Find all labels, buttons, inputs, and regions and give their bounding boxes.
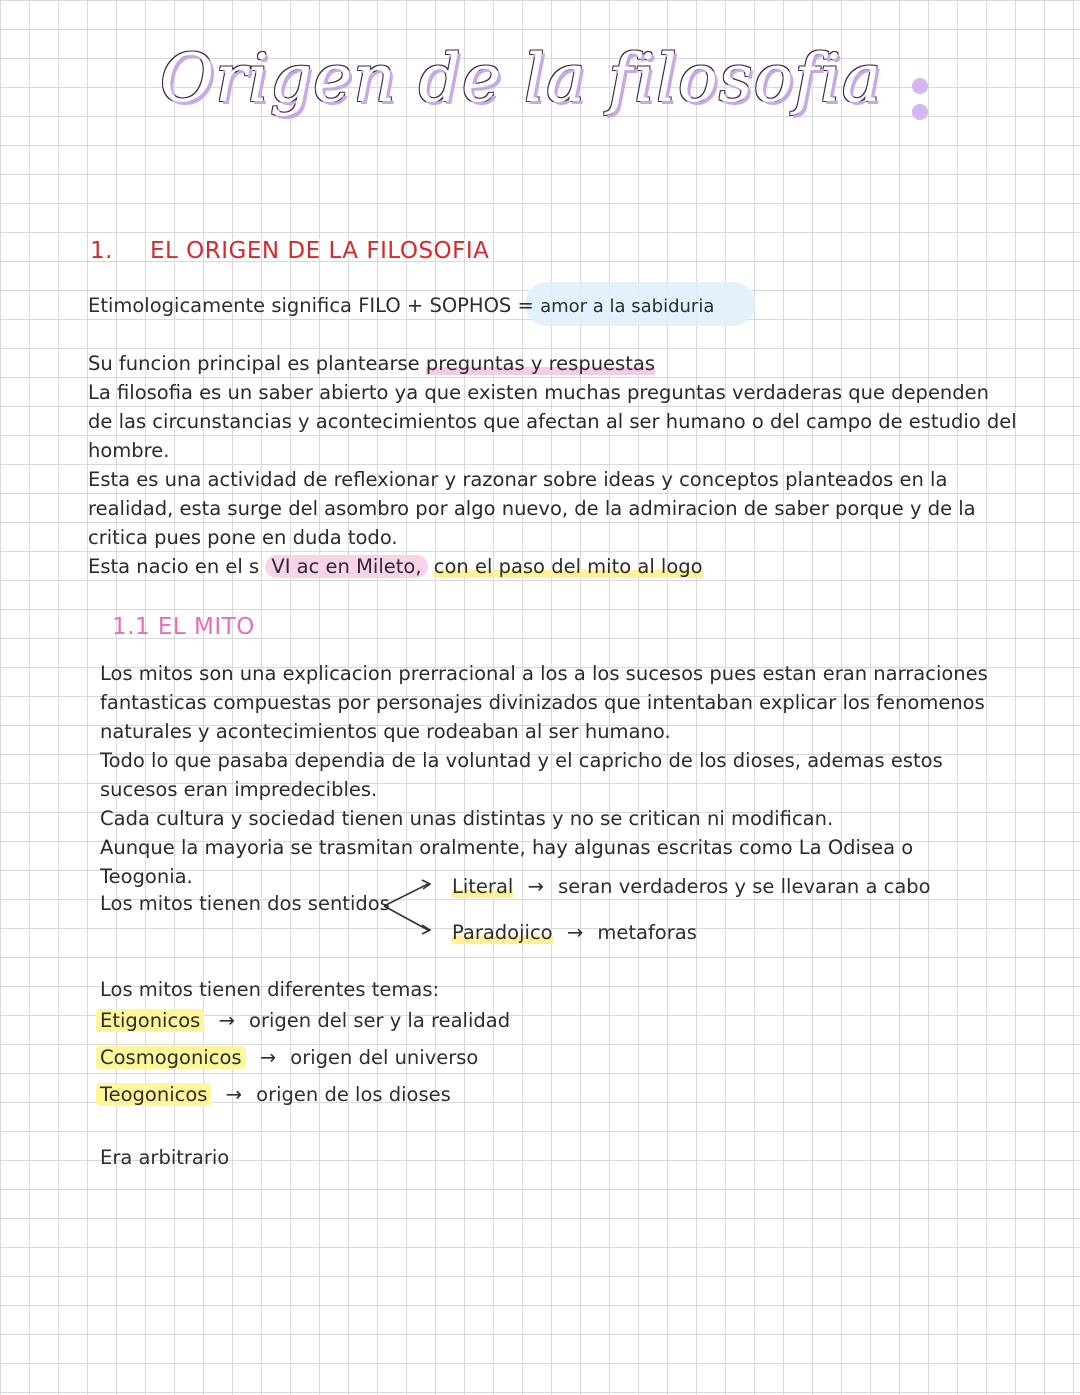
theme-name: Cosmogonicos — [96, 1046, 246, 1069]
sense-paradojico — [452, 918, 697, 947]
theme-name: Teogonicos — [96, 1083, 211, 1106]
body-text: Su funcion principal es plantearse — [88, 352, 420, 375]
arrow-icon: → — [566, 921, 584, 944]
senses-label: Los mitos tienen dos sentidos — [100, 892, 390, 915]
body-paragraph: La filosofia es un saber abierto ya que existen muchas preguntas verdaderas que dependen de las circunstancias y acontecimientos que afectan al ser humano o del campo de estudio del hombre. — [88, 381, 1017, 462]
body-paragraph: Aunque la mayoria se trasmitan oralmente, hay algunas escritas como La Odisea o Teogonia. — [100, 836, 914, 888]
body-paragraph: Esta es una actividad de reflexionar y razonar sobre ideas y conceptos planteados en la realidad, esta surge del asombro por algo nuevo, de la admiracion de saber porque y de la critica pues pone en duda todo. — [88, 468, 976, 549]
body-paragraph: Cada cultura y sociedad tienen unas distintas y no se critican ni modifican. — [100, 807, 834, 830]
closing-note: Era arbitrario — [100, 1146, 230, 1169]
etymology-line — [88, 291, 714, 321]
arrow-icon: → — [259, 1046, 277, 1069]
title-decoration — [912, 78, 934, 126]
section-number: 1. — [90, 238, 113, 264]
page-title: Origen de la filosofia — [160, 40, 883, 117]
theme-desc: origen del universo — [290, 1046, 479, 1069]
body-paragraph: Los mitos son una explicacion prerracional a los a los sucesos pues estan eran narraciones fantasticas compuestas por personajes divinizados que intentaban explicar los fenomenos naturales y acontecimientos que rodeaban al ser humano. — [100, 662, 988, 743]
body-line — [88, 552, 1018, 581]
arrow-icon: → — [527, 875, 544, 898]
section1-body — [88, 349, 1018, 581]
subsection-heading: 1.1 EL MITO — [112, 614, 255, 640]
body-line — [88, 349, 1018, 378]
highlight-text: VI ac en Mileto, — [265, 555, 427, 578]
theme-item — [96, 1043, 478, 1072]
theme-item — [96, 1006, 510, 1035]
section11-body — [100, 659, 1000, 891]
body-paragraph: Todo lo que pasaba dependia de la voluntad y el capricho de los dioses, ademas estos sucesos eran impredecibles. — [100, 749, 943, 801]
theme-item — [96, 1080, 451, 1109]
arrow-icon: → — [218, 1009, 235, 1032]
sense-name: Paradojico — [452, 921, 553, 944]
branch-arrows — [380, 872, 440, 942]
body-text: Esta nacio en el s — [88, 555, 260, 578]
sense-literal — [452, 872, 931, 901]
theme-desc: origen de los dioses — [256, 1083, 451, 1106]
sense-name: Literal — [452, 875, 514, 898]
sense-desc: metaforas — [597, 921, 697, 944]
theme-desc: origen del ser y la realidad — [249, 1009, 511, 1032]
etymology-formula: FILO + SOPHOS = — [358, 294, 534, 317]
etymology-meaning: amor a la sabiduria — [540, 296, 715, 317]
themes-label: Los mitos tienen diferentes temas: — [100, 978, 440, 1001]
highlight-text: preguntas y respuestas — [425, 352, 655, 375]
arrow-icon: → — [225, 1083, 242, 1106]
sense-desc: seran verdaderos y se llevaran a cabo — [558, 875, 931, 898]
section-heading: EL ORIGEN DE LA FILOSOFIA — [150, 238, 490, 264]
highlight-text: con el paso del mito al logo — [433, 555, 703, 578]
etymology-prefix: Etimologicamente significa — [88, 294, 353, 317]
theme-name: Etigonicos — [96, 1009, 204, 1032]
